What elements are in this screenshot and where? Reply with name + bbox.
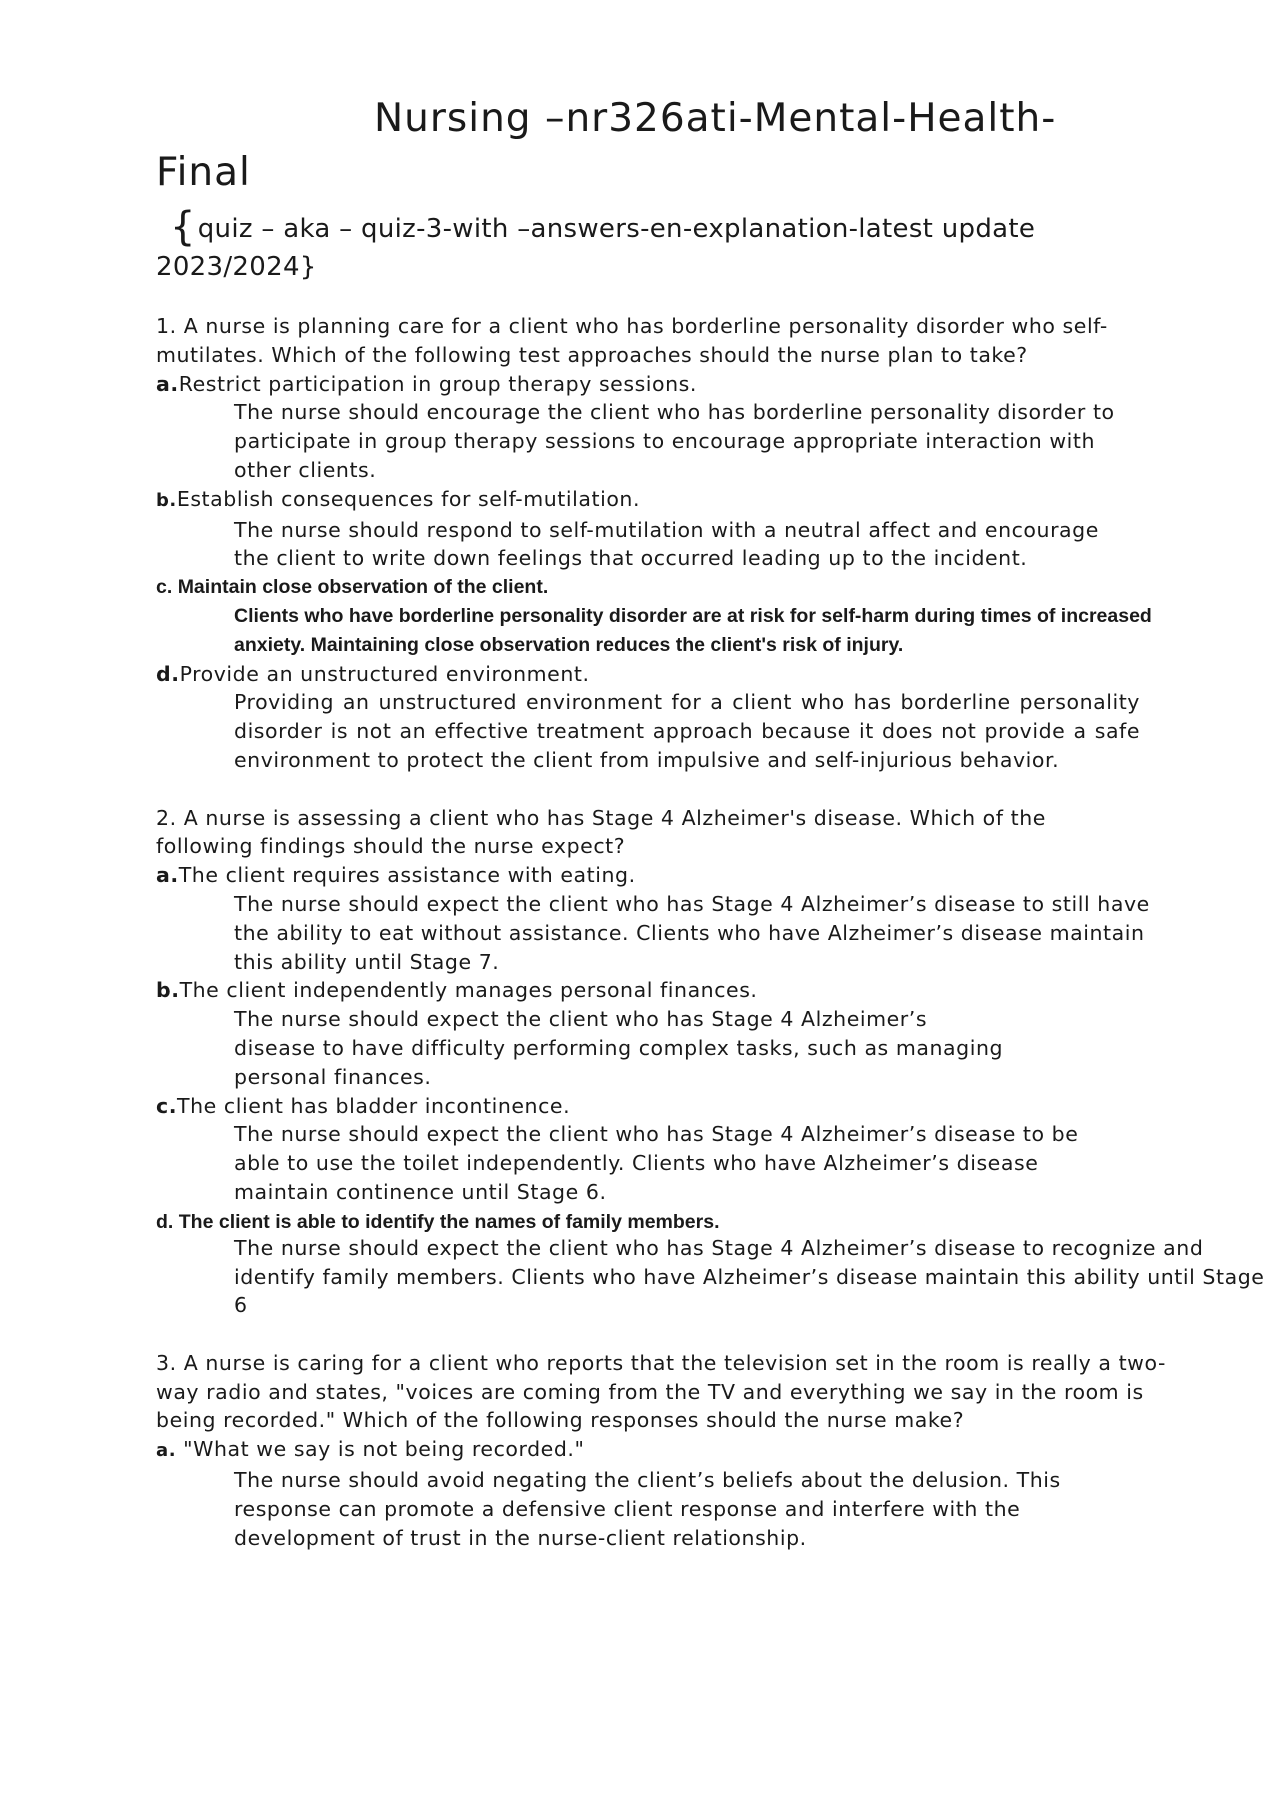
option-explanation: The nurse should expect the client who has Stage 4 Alzheimer’s disease to recognize and identify family members. Clients who have Alzheimer’s disease maintain this ability until Stage 6: [234, 1235, 1265, 1318]
option-c: [156, 1092, 1266, 1207]
option-text: Restrict participation in group therapy sessions.: [178, 371, 697, 396]
option-letter: d.: [156, 1210, 174, 1233]
question-stem: 1. A nurse is planning care for a client who has borderline personality disorder who self- mutilates. Which of the following test approaches should the nurse plan to take?: [156, 314, 1108, 367]
option-letter: d.: [156, 661, 180, 686]
document-subtitle: [156, 204, 1035, 250]
option-letter: a.: [156, 863, 179, 888]
option-a: [156, 370, 1266, 485]
option-d-correct: [156, 1210, 1266, 1234]
option-text: The client independently manages personal finances.: [179, 978, 758, 1003]
subtitle-text: quiz – aka – quiz-3-with –answers-en-explanation-latest update: [197, 214, 1036, 244]
option-letter: c.: [156, 1093, 178, 1118]
question-2: [156, 804, 1266, 1321]
option-text: Establish consequences for self-mutilation.: [176, 486, 641, 511]
open-brace: {: [170, 204, 196, 250]
document-subtitle-continued: 2023/2024}: [156, 252, 317, 282]
option-explanation: Providing an unstructured environment for a client who has borderline personality disorder is not an effective treatment approach because it does not provide a safe environment to protect the client from impulsive and self-injurious behavior.: [234, 690, 1140, 772]
option-a: [156, 861, 1266, 976]
option-explanation: The nurse should expect the client who has Stage 4 Alzheimer’s disease to have difficulty performing complex tasks, such as managing personal finances.: [234, 1007, 1004, 1089]
option-text: The client has bladder incontinence.: [177, 1093, 571, 1118]
option-explanation: The nurse should avoid negating the client’s beliefs about the delusion. This response can promote a defensive client response and interfere with the development of trust in the nurse-client relationship.: [234, 1468, 1061, 1550]
option-explanation: The nurse should encourage the client who has borderline personality disorder to participate in group therapy sessions to encourage appropriate interaction with other clients.: [234, 400, 1115, 482]
question-stem: 2. A nurse is assessing a client who has Stage 4 Alzheimer's disease. Which of the following findings should the nurse expect?: [156, 805, 1046, 859]
option-letter: b.: [156, 489, 177, 511]
option-d: [156, 660, 1266, 775]
option-b: [156, 485, 1266, 573]
question-1: [156, 312, 1266, 775]
option-explanation: The nurse should respond to self-mutilation with a neutral affect and encourage the client to write down feelings that occurred leading up to the incident.: [234, 517, 1099, 571]
option-c-correct: [156, 573, 1266, 659]
option-b: [156, 976, 1266, 1091]
option-letter: a.: [156, 1440, 177, 1462]
document-title-continued: Final: [156, 150, 251, 195]
option-text: "What we say is not being recorded.": [183, 1437, 585, 1462]
option-explanation: Clients who have borderline personality disorder are at risk for self-harm during times of increased anxiety. Maintaining close observation reduces the client's risk of injury.: [234, 604, 1152, 656]
option-letter: a.: [156, 371, 179, 396]
question-list: [156, 312, 1266, 1552]
option-explanation: The nurse should expect the client who has Stage 4 Alzheimer’s disease to still have the ability to eat without assistance. Clients who have Alzheimer’s disease maintain this ability until Stage 7.: [234, 891, 1150, 974]
option-a: [156, 1435, 1266, 1552]
option-text: Maintain close observation of the client.: [177, 576, 549, 599]
option-text: The client requires assistance with eating.: [178, 863, 636, 888]
option-explanation: The nurse should expect the client who has Stage 4 Alzheimer’s disease to be able to use the toilet independently. Clients who have Alzheimer’s disease maintain continence until Stage 6.: [234, 1122, 1079, 1204]
option-text: The client is able to identify the names of family members.: [178, 1210, 720, 1233]
option-letter: b.: [156, 978, 180, 1003]
document-title: Nursing –nr326ati-Mental-Health-: [374, 96, 1057, 141]
question-3: [156, 1349, 1266, 1553]
option-letter: c.: [156, 576, 173, 599]
question-stem: 3. A nurse is caring for a client who reports that the television set in the room is really a two- way radio and states, "voices are coming from the TV and everything we say in the room is being recorded." Which of the following responses should the nurse make?: [156, 1350, 1166, 1433]
option-text: Provide an unstructured environment.: [179, 661, 590, 686]
